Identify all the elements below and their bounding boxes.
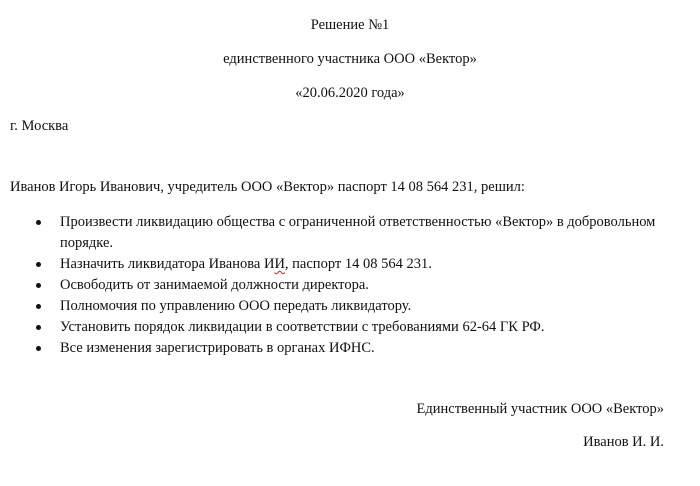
list-item	[0, 275, 700, 296]
decision-list	[0, 212, 700, 359]
list-item-text-after: , паспорт 14 08 564 231.	[284, 256, 432, 272]
intro-paragraph: Иванов Игорь Иванович, учредитель ООО «Вектор» паспорт 14 08 564 231, решил:	[10, 179, 525, 195]
list-item	[0, 338, 700, 359]
list-item	[0, 296, 700, 317]
signature-role: Единственный участник ООО «Вектор»	[416, 401, 664, 417]
list-item	[0, 254, 700, 275]
bullet-icon	[36, 262, 41, 267]
signature-name: Иванов И. И.	[583, 434, 664, 450]
list-item	[0, 317, 700, 338]
document-date: «20.06.2020 года»	[295, 85, 405, 101]
bullet-icon	[36, 304, 41, 309]
list-item-text-before: Назначить ликвидатора Иванова И	[60, 256, 275, 272]
list-item-text: Полномочия по управлению ООО передать ликвидатору.	[60, 298, 412, 314]
list-item-text: Все изменения зарегистрировать в органах ИФНС.	[60, 340, 375, 356]
list-item	[0, 212, 700, 254]
spellcheck-flagged-text: И	[274, 256, 285, 272]
list-item-text: Освободить от занимаемой должности директора.	[60, 277, 369, 293]
bullet-icon	[36, 325, 41, 330]
bullet-icon	[36, 220, 41, 225]
list-item-text: Установить порядок ликвидации в соответствии с требованиями 62-64 ГК РФ.	[60, 319, 545, 335]
list-item-text: Произвести ликвидацию общества с ограниченной ответственностью «Вектор» в добровольном порядке.	[60, 214, 656, 251]
document-title: Решение №1	[310, 17, 390, 33]
document-subtitle: единственного участника ООО «Вектор»	[223, 51, 477, 67]
city: г. Москва	[10, 118, 69, 134]
bullet-icon	[36, 346, 41, 351]
bullet-icon	[36, 283, 41, 288]
